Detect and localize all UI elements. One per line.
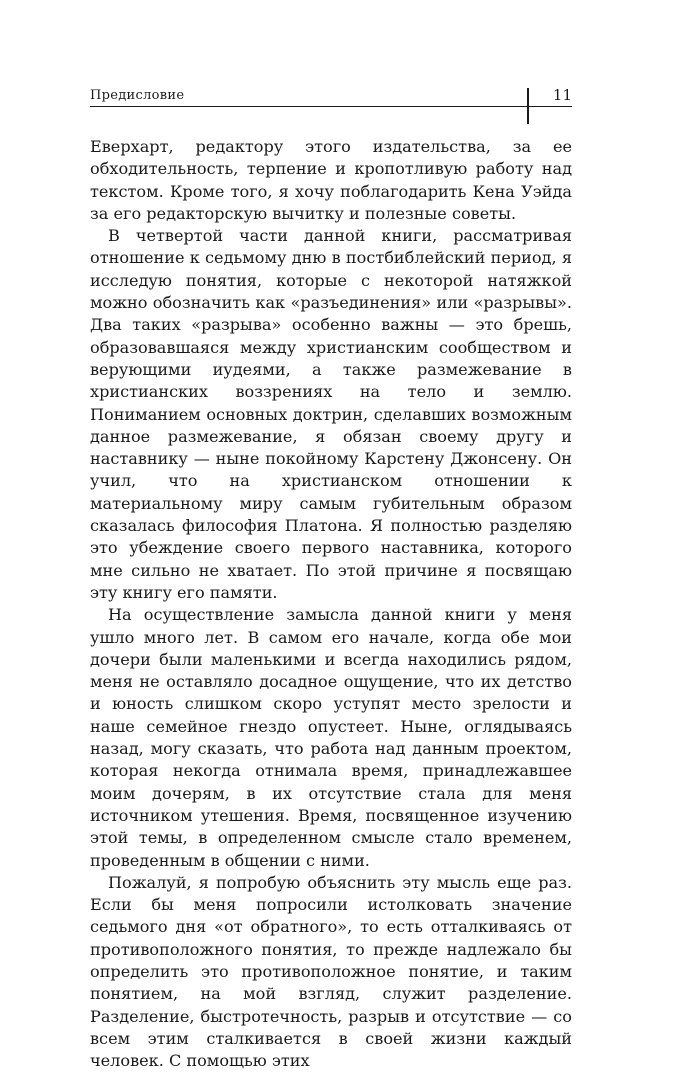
header-rule bbox=[90, 106, 572, 107]
paragraph-4: Пожалуй, я попробую объяснить эту мысль еще раз. Если бы меня попросили истолковать значение седьмого дня «от обратного», то есть отталкиваясь от противоположного понятия, то прежде надлежало бы определить это противоположное понятие, и таким понятием, на мой взгляд, служит разделение. Разделение, быстротечность, разрыв и отсутствие — со всем этим сталкивается в своей жизни каждый человек. С помощью этих bbox=[90, 872, 572, 1071]
body-text bbox=[90, 136, 572, 1072]
paragraph-1: Еверхарт, редактору этого издательства, за ее обходительность, терпение и кропотливую работу над текстом. Кроме того, я хочу поблагодарить Кена Уэйда за его редакторскую вычитку и полезные советы. bbox=[90, 137, 572, 223]
page-number: 11 bbox=[552, 86, 572, 104]
running-header bbox=[90, 84, 572, 106]
paragraph-3: На осуществление замысла данной книги у меня ушло много лет. В самом его начале, когда обе мои дочери были маленькими и всегда находились рядом, меня не оставляло досадное ощущение, что их детство и юность слишком скоро уступят место зрелости и наше семейное гнездо опустеет. Ныне, оглядываясь назад, могу сказать, что работа над данным проектом, которая некогда отнимала время, принадлежавшее моим дочерям, в их отсутствие стала для меня источником утешения. Время, посвященное изучению этой темы, в определенном смысле стало временем, проведенным в общении с ними. bbox=[90, 605, 572, 870]
header-vertical-bar bbox=[527, 88, 529, 124]
paragraph-2: В четвертой части данной книги, рассматривая отношение к седьмому дню в постбиблейский период, я исследую понятия, которые с некоторой натяжкой можно обозначить как «разъединения» или «разрывы». Два таких «разрыва» особенно важны — это брешь, образовавшаяся между христианским сообществом и верующими иудеями, а также размежевание в христианских воззрениях на тело и землю. Пониманием основных доктрин, сделавших возможным данное размежевание, я обязан своему другу и наставнику — ныне покойному Карстену Джонсену. Он учил, что на христианском отношении к материальному миру самым губительным образом сказалась философия Платона. Я полностью разделяю это убеждение своего первого наставника, которого мне сильно не хватает. По этой причине я посвящаю эту книгу его памяти. bbox=[90, 226, 572, 602]
section-title: Предисловие bbox=[90, 88, 185, 103]
